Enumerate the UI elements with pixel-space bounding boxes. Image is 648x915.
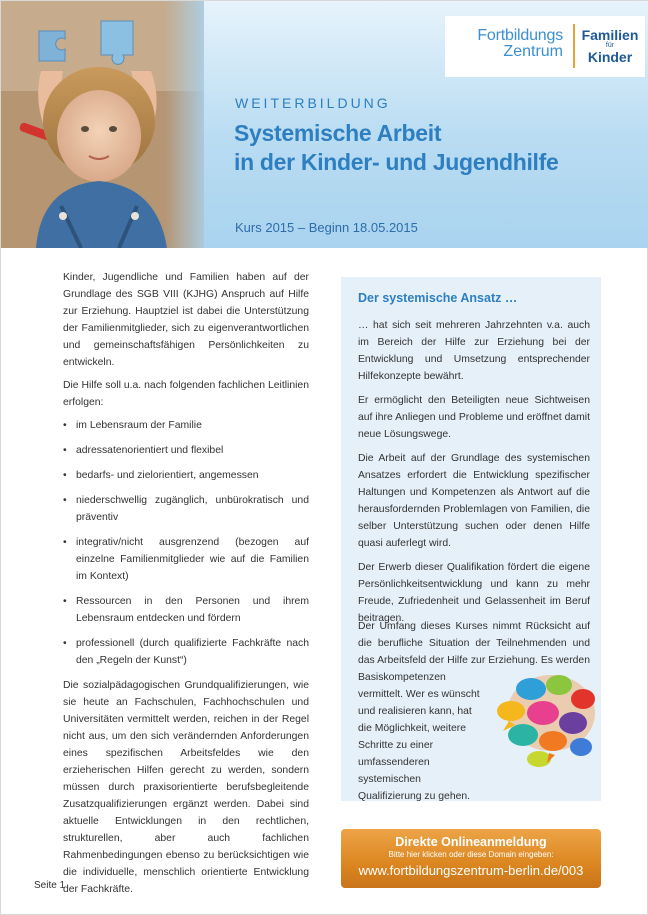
kicker: WEITERBILDUNG <box>235 95 391 111</box>
logo-right-line2: für <box>605 42 615 49</box>
logo-familien-fuer-kinder <box>580 28 640 64</box>
intro-paragraph: Kinder, Jugendliche und Familien haben auf der Grundlage des SGB VIII (KJHG) Anspruch auf Hilfe zur Erziehung. Hauptziel ist dabei die Unterstützung der Familienmitglieder, sich zu eigenverantwortlichen und gemeinschaftsfähigen Persönlichkeiten zu entwickeln. <box>63 272 309 368</box>
title-line2: in der Kinder- und Jugendhilfe <box>234 149 559 175</box>
speech-bubbles-illustration <box>489 669 599 769</box>
list-item: • niederschwellig zugänglich, unbürokratisch und präventiv <box>63 492 309 526</box>
box-text <box>358 317 590 634</box>
box-paragraph-4: Der Erwerb dieser Qualifikation fördert die eigene Persönlichkeitsentwicklung und kann zu mehr Freude, Zufriedenheit und Gelassenheit im Beruf beitragen. <box>358 562 590 624</box>
left-column <box>63 269 309 904</box>
logo-right-line1: Familien <box>581 27 639 43</box>
logo-divider <box>573 24 575 68</box>
box-paragraph-2: Er ermöglicht den Beteiligten neue Sichtweisen auf ihre Anliegen und Probleme und eröffnet damit neue Lösungswege. <box>358 395 590 440</box>
list-item: • bedarfs- und zielorientiert, angemessen <box>63 467 309 484</box>
cta-title: Direkte Onlineanmeldung <box>395 835 547 849</box>
child-puzzle-photo <box>1 1 204 248</box>
online-registration-button[interactable] <box>341 829 601 888</box>
guideline-list <box>63 417 309 669</box>
box-paragraph-5-wide: Der Umfang dieses Kurses nimmt Rücksicht auf die berufliche Situation der Teilnehmenden und das Arbeitsfeld der Hilfe zur Erziehung. Es werden Basiskompetenzen <box>358 621 590 683</box>
logo-right-line3: Kinder <box>587 49 633 65</box>
list-item: • integrativ/nicht ausgrenzend (bezogen auf einzelne Familienmitglieder wie auf die Familien im Kontext) <box>63 534 309 585</box>
list-item: • adressatenorientiert und flexibel <box>63 442 309 459</box>
title-line1: Systemische Arbeit <box>234 120 442 146</box>
logo <box>445 16 645 77</box>
box-heading: Der systemische Ansatz … <box>358 291 518 305</box>
box-paragraph-3: Die Arbeit auf der Grundlage des systemischen Ansatzes erfordert die Entwicklung spezifischer Haltungen und Kompetenzen als Antwort auf die herausfordernden Problemlagen von Familien, die selber Unterstützung suchen oder denen Hilfe quasi auferlegt wird. <box>358 453 590 549</box>
page-title <box>234 119 634 177</box>
header-banner <box>1 1 648 248</box>
logo-left-line2: Zentrum <box>503 43 563 60</box>
logo-fortbildungszentrum <box>455 28 563 60</box>
list-item: • im Lebensraum der Familie <box>63 417 309 434</box>
lead-paragraph: Die Hilfe soll u.a. nach folgenden fachlichen Leitlinien erfolgen: <box>63 380 309 408</box>
cta-subtitle: Bitte hier klicken oder diese Domain eingeben: <box>388 850 554 859</box>
systemic-approach-box <box>341 277 601 801</box>
closing-paragraph: Die sozialpädagogischen Grundqualifizierungen, wie sie heute an Fachschulen, Fachhochschulen und Universitäten vermittelt werden, reichen in der Regel nicht aus, um den sich verändernden Anforderungen eines spezifischen Arbeitsfeldes wie den erzieherischen Hilfen gerecht zu werden, sondern müssen durch praxisorientierte berufsbegleitende Zusatzqualifizierungen ergänzt werden. Dabei sind aktuelle Entwicklungen in den rechtlichen, strukturellen, aber auch fachlichen Rahmenbedingungen ebenso zu berücksichtigen wie die individuelle, menschlich orientierte Entwicklung der Fachkräfte. <box>63 680 309 895</box>
page-number: Seite 1 <box>34 880 66 891</box>
list-item: • Ressourcen in den Personen und ihrem Lebensraum entdecken und fördern <box>63 593 309 627</box>
box-paragraph-5-narrow: vermittelt. Wer es wünscht und realisieren kann, hat die Möglichkeit, weitere Schritte zu einer umfassenderen systemischen Qualifizierung zu gehen. <box>358 689 480 802</box>
box-paragraph-1: … hat sich seit mehreren Jahrzehnten v.a. auch im Bereich der Hilfe zur Erziehung bei der Entwicklung und Umsetzung entsprechender Hilfekonzepte bewährt. <box>358 320 590 382</box>
course-info: Kurs 2015 – Beginn 18.05.2015 <box>235 220 418 235</box>
logo-left-line1: Fortbildungs <box>477 27 563 44</box>
list-item: • professionell (durch qualifizierte Fachkräfte nach den „Regeln der Kunst“) <box>63 635 309 669</box>
cta-url-link[interactable]: www.fortbildungszentrum-berlin.de/003 <box>358 863 584 878</box>
